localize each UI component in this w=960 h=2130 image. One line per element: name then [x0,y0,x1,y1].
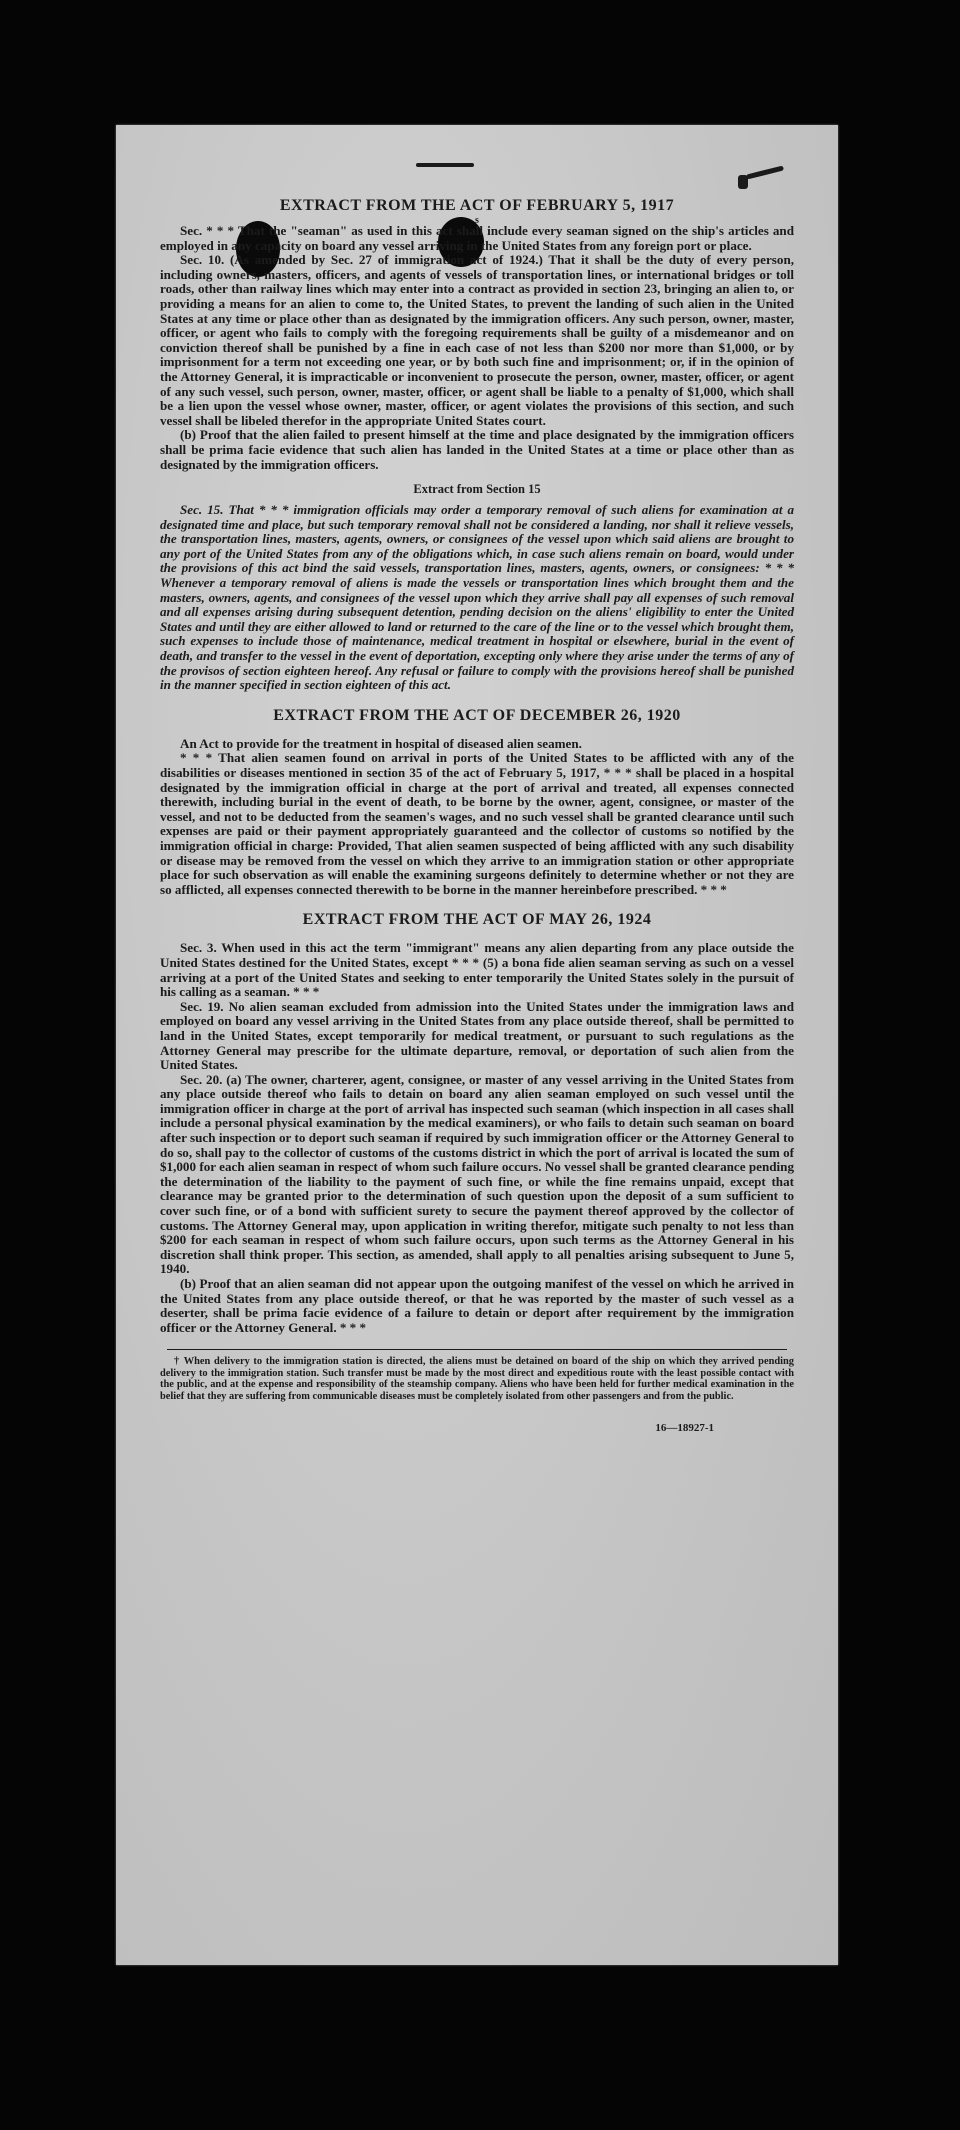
section-heading-may-1924: EXTRACT FROM THE ACT OF MAY 26, 1924 [302,911,652,929]
paragraph-sec-10-b: (b) Proof that the alien failed to present himself at the time and place designated by the immigration officers shall be prima facie evidence that such alien has landed in the United States at a time or place other than as designated by the immigration officers. [160,427,794,472]
section-heading-section-15: Extract from Section 15 [413,482,541,497]
footnote-text: † When delivery to the immigration station is directed, the aliens must be detained on board of the ship on which they arrived pending delivery to the immigration station. Such transfer must be made by the most direct and expeditious route with the least possible contact with the public, and at the expense and responsibility of the steamship company. Aliens who have been held for further medical examination in the belief that they are suffering from communicable diseases must be completely isolated from other passengers and from the public. [160,1356,794,1402]
page-tear-mark-right [746,165,784,179]
footnote-divider [167,1349,787,1350]
paragraph-sec-20-b: (b) Proof that an alien seaman did not appear upon the outgoing manifest of the vessel on which he arrived in the United States from any place outside thereof, or that he was reported by the master of such vessel as a deserter, shall be prima facie evidence of a failure to detain or deport after requirement by the immigration officer or the Attorney General. * * * [160,1276,794,1335]
paragraph-seaman-definition: Sec. * * * That the "seaman" as used in this act shall include every seaman signed on the ship's articles and employed in any capacity on board any vessel arriving in the United States from any foreign port or place. [160,223,794,253]
section-heading-feb-1917: EXTRACT FROM THE ACT OF FEBRUARY 5, 1917 [279,197,675,214]
paragraph-diseased-seamen: * * * That alien seamen found on arrival in ports of the United States to be afflicted with any of the disabilities or diseases mentioned in section 35 of the act of February 5, 1917, * * * shall be placed in a hospital designated by the immigration official in charge at the port of arrival and treated, all expenses connected therewith, including burial in the event of death, to be borne by the owner, agent, consignee, or master of the vessel, and not to be deducted from the seamen's wages, and no such vessel shall be granted clearance until such expenses are paid or their payment appropriately guaranteed and the collector of customs so notified by the immigration official in charge: Provided, That alien seamen suspected of being afflicted with any such disability or disease may be removed from the vessel on which they arrive to an immigration station or other appropriate place for such observation as will enable the examining surgeons definitely to determine whether or not they are so afflicted, all expenses connected therewith to be borne in the manner hereinbefore prescribed. * * * [160,750,794,897]
paragraph-act-title: An Act to provide for the treatment in hospital of diseased alien seamen. [180,735,582,751]
paragraph-sec-15: Sec. 15. That * * * immigration officials may order a temporary removal of such aliens for examination at a designated time and place, but such temporary removal shall not be considered a landing, nor shall it relieve vessels, the transportation lines, masters, agents, owners, or consignees of the vessel upon which said aliens are brought to any port of the United States from any of the obligations which, in case such aliens remain on board, would under the provisions of this act bind the said vessels, transportation lines, masters, agents, owners, or consignees: * * * Whenever a temporary removal of aliens is made the vessels or transportation lines which brought them and the masters, owners, agents, and consignees of the vessel upon which they arrive shall pay all expenses of such removal and all expenses arising during subsequent detention, pending decision on the aliens' eligibility to enter the United States and until they are either allowed to land or returned to the care of the line or to the vessel which brought them, such expenses to include those of maintenance, medical treatment in hospital or elsewhere, burial in the event of death, and transfer to the vessel in the event of deportation, excepting only where they arise under the terms of any of the provisos of section eighteen hereof. Any refusal or failure to comply with the provisions hereof shall be punished in the manner specified in section eighteen of this act. [160,502,794,693]
document-page [116,125,838,1965]
page-tear-mark-right-2 [738,175,748,189]
page-tear-mark [416,163,474,167]
paragraph-sec-10: Sec. 10. (As amended by Sec. 27 of immigration act of 1924.) That it shall be the duty of every person, including owners, masters, officers, and agents of vessels of transportation lines, or international bridges or toll roads, other than railway lines which may enter into a contract as provided in section 23, bringing an alien to, or providing a means for an alien to come to, the United States, to prevent the landing of such alien in the United States at any time or place other than as designated by the immigration officers. Any such person, owner, master, officer, or agent who fails to comply with the foregoing requirements shall be guilty of a misdemeanor and on conviction thereof shall be punished by a fine in each case of not less than $200 nor more than $1,000, or by imprisonment for a term not exceeding one year, or by both such fine and imprisonment; or, if in the opinion of the Attorney General, it is impracticable or inconvenient to prosecute the person, owner, master, officer, or agent of any such vessel, such person, owner, master, officer, or agent shall be liable to a penalty of $1,000, which shall be a lien upon the vessel whose owner, master, officer, or agent violates the provisions of this section, and such vessel shall be libeled therefor in the appropriate United States court. [160,252,794,428]
paragraph-sec-19: Sec. 19. No alien seaman excluded from admission into the United States under the immigration laws and employed on board any vessel arriving in the United States from any place outside thereof, shall be permitted to land in the United States, except temporarily for medical treatment, or pursuant to such regulations as the Attorney General may prescribe for the ultimate departure, removal, or deportation of such alien from the United States. [160,998,794,1073]
section-heading-dec-1920: EXTRACT FROM THE ACT OF DECEMBER 26, 1920 [273,706,681,724]
footnote [160,1356,794,1402]
paragraph-sec-20-a: Sec. 20. (a) The owner, charterer, agent, consignee, or master of any vessel arriving in the United States from any place outside thereof who fails to detain on board any alien seaman employed on such vessel until the immigration officer in charge at the port of arrival has inspected such seaman (which inspection in all cases shall include a personal physical examination by the medical examiners), or who fails to detain such seaman on board after such inspection or to deport such seaman if required by such immigration officer or the Attorney General to do so, shall pay to the collector of customs of the customs district in which the port of arrival is located the sum of $1,000 for each alien seaman in respect of whom such failure occurs. No vessel shall be granted clearance pending the determination of the liability to the payment of such fine, or while the fine remains unpaid, except that clearance may be granted prior to the determination of such question upon the deposit of a sum sufficient to cover such fine, or of a bond with sufficient surety to secure the payment thereof approved by the collector of customs. The Attorney General may, upon application in writing therefor, mitigate such penalty to not less than $200 for each seaman in respect of whom such failure occurs, upon such terms as the Attorney General in his discretion shall think proper. This section, as amended, shall apply to all penalties arising subsequent to June 5, 1940. [160,1071,794,1277]
document-content [160,197,794,1434]
form-number: 16—18927-1 [655,1422,714,1434]
paragraph-sec-3: Sec. 3. When used in this act the term "immigrant" means any alien departing from any place outside the United States destined for the United States, except * * * (5) a bona fide alien seaman serving as such on a vessel arriving at a port of the United States and seeking to enter temporarily the United States solely in the pursuit of his calling as a seaman. * * * [160,940,794,1000]
page-mark: s [475,215,479,226]
